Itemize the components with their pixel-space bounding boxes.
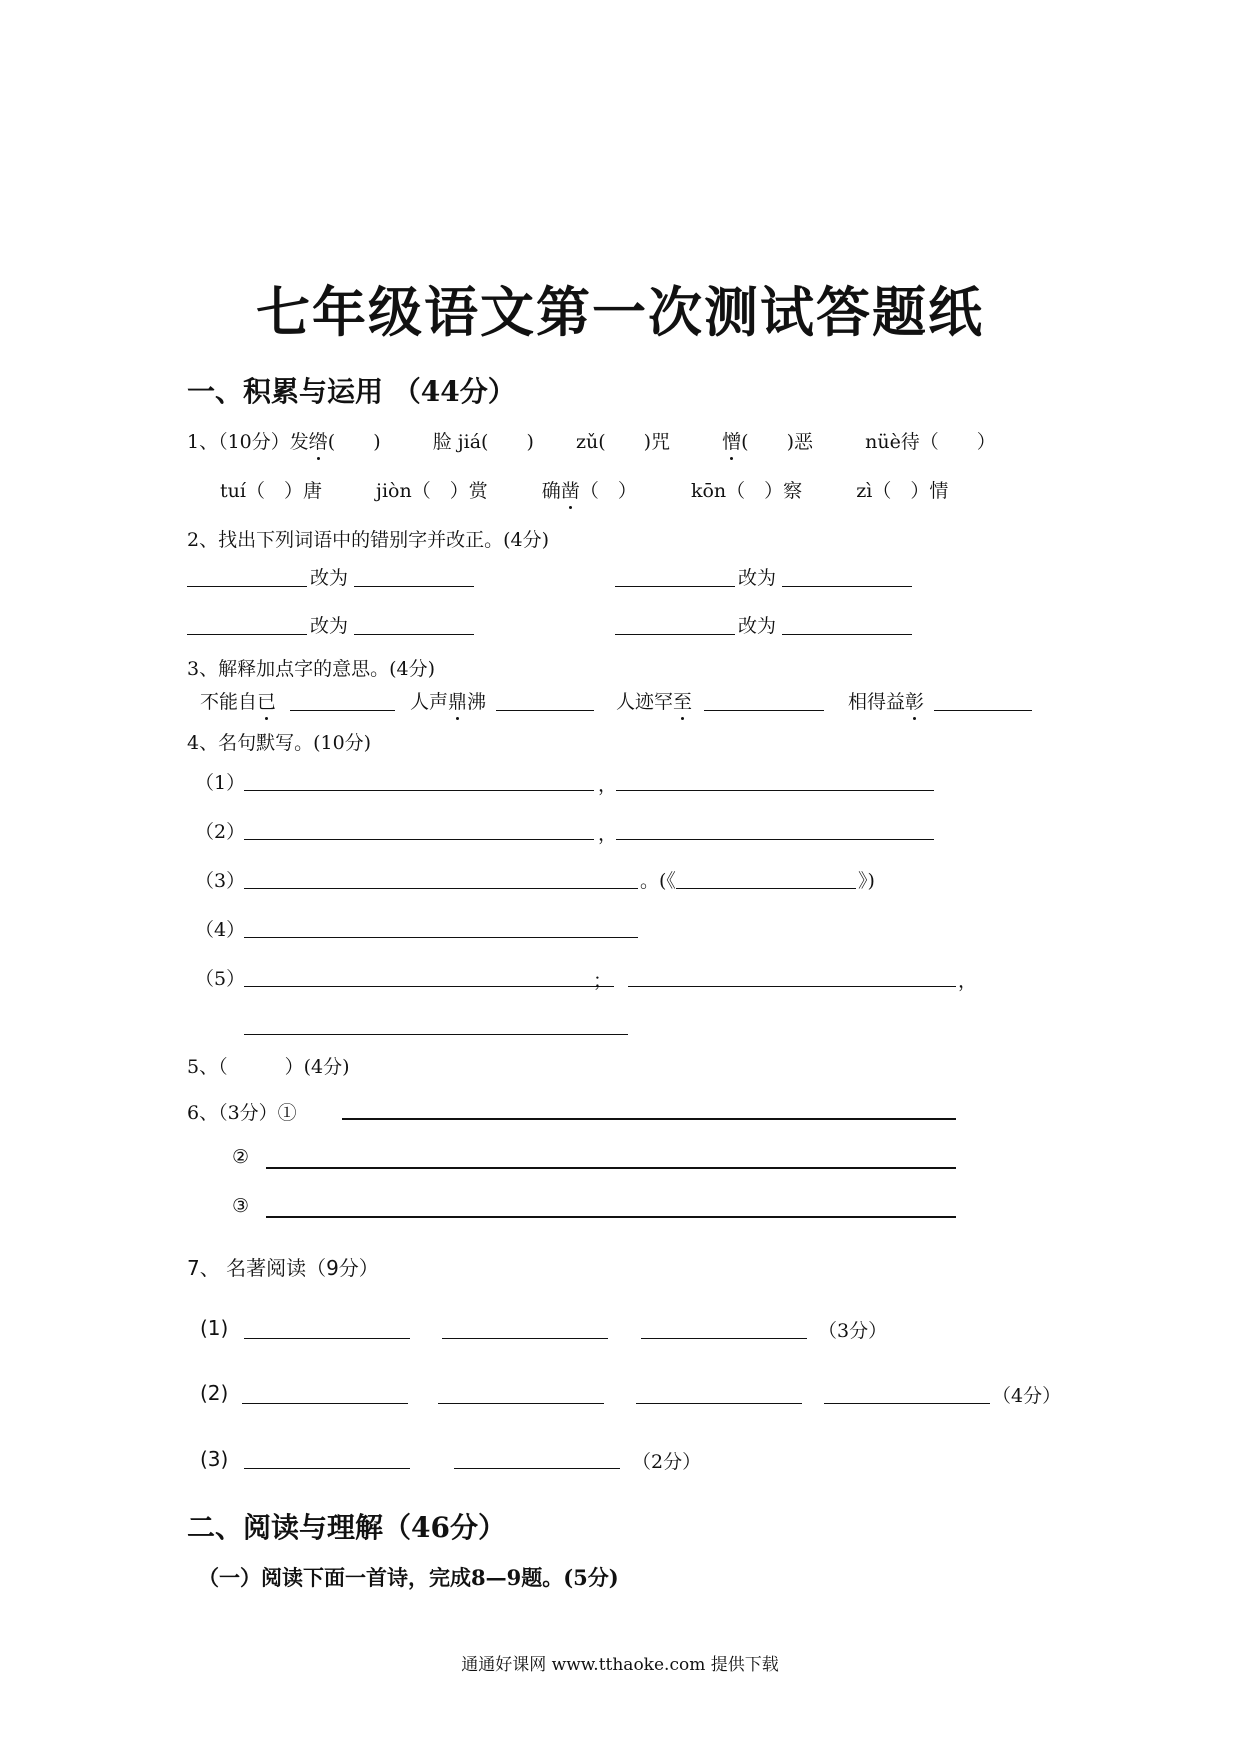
q1-prefix: 1、（10分） <box>187 431 290 453</box>
section-1-heading: 一、积累与运用 （44分） <box>187 375 516 408</box>
q4-1-blank-b[interactable] <box>616 790 934 791</box>
q6-label: 6、（3分）① <box>187 1102 297 1124</box>
q4-1-comma: ， <box>598 774 618 796</box>
q3-blank-2[interactable] <box>496 710 594 711</box>
q6-blank-3[interactable] <box>266 1216 956 1218</box>
q6-num-2: ② <box>232 1146 250 1168</box>
q7-2-blank-c[interactable] <box>636 1403 802 1404</box>
q6-blank-2[interactable] <box>266 1167 956 1169</box>
q1-item-3: zǔ( )咒 <box>575 431 671 453</box>
q2-blank-wrong-2[interactable] <box>615 586 735 587</box>
q1-item-4: 憎( )恶 <box>722 431 813 453</box>
q3-blank-1[interactable] <box>290 710 395 711</box>
q4-2-blank-b[interactable] <box>616 839 934 840</box>
q7-score-2: （4分） <box>992 1385 1062 1407</box>
q4-3-blank-a[interactable] <box>244 888 638 889</box>
q7-label: 7、 名著阅读（9分） <box>187 1256 379 1280</box>
q7-num-3: (3) <box>200 1447 229 1471</box>
q7-score-3: （2分） <box>632 1451 702 1473</box>
q1-row2 <box>220 476 948 503</box>
q7-2-blank-d[interactable] <box>824 1403 990 1404</box>
q1-item-9: kōn（ ）察 <box>690 480 803 502</box>
q4-1-blank-a[interactable] <box>244 790 594 791</box>
q3-blank-3[interactable] <box>704 710 824 711</box>
q1-item-2: 脸 jiá( ) <box>432 431 534 453</box>
q4-num-1: （1） <box>195 772 246 794</box>
q7-3-blank-a[interactable] <box>244 1468 410 1469</box>
q7-2-blank-a[interactable] <box>242 1403 408 1404</box>
q1-item-1: 发绺( ) <box>290 431 381 453</box>
q4-2-comma: ， <box>598 823 618 845</box>
q4-3-book-close: 》) <box>858 870 875 892</box>
page-title: 七年级语文第一次测试答题纸 <box>256 280 984 344</box>
q2-blank-correct-4[interactable] <box>782 634 912 635</box>
q4-5-blank-a[interactable] <box>244 986 614 987</box>
q2-blank-wrong-1[interactable] <box>187 586 307 587</box>
q3-word-1: 不能自已 <box>200 687 276 714</box>
q7-1-blank-a[interactable] <box>244 1338 410 1339</box>
q2-blank-wrong-4[interactable] <box>615 634 735 635</box>
q4-num-4: （4） <box>195 919 246 941</box>
q7-1-blank-b[interactable] <box>442 1338 608 1339</box>
q2-label: 2、找出下列词语中的错别字并改正。(4分) <box>187 529 550 551</box>
q1-item-7: jiòn（ ）赏 <box>376 480 488 502</box>
q1-row1 <box>187 427 996 454</box>
q3-word-2: 人声鼎沸 <box>410 687 486 714</box>
q7-num-1: (1) <box>200 1316 229 1340</box>
q2-blank-correct-3[interactable] <box>354 634 474 635</box>
q4-label: 4、名句默写。(10分) <box>187 732 372 754</box>
section-2-heading: 二、阅读与理解（46分） <box>187 1511 506 1544</box>
q4-4-blank[interactable] <box>244 937 638 938</box>
q4-3-book-open: 。(《 <box>640 870 676 892</box>
q3-word-3: 人迹罕至 <box>616 687 692 714</box>
q4-5-semicolon: ； <box>593 970 613 992</box>
q2-blank-wrong-3[interactable] <box>187 634 307 635</box>
q5-label: 5、（ ）(4分) <box>187 1056 350 1078</box>
q4-5-blank-c[interactable] <box>244 1034 628 1035</box>
q3-blank-4[interactable] <box>934 710 1032 711</box>
q1-item-6: tuí（ ）唐 <box>220 480 322 502</box>
q6-blank-1[interactable] <box>342 1118 956 1120</box>
q2-blank-correct-1[interactable] <box>354 586 474 587</box>
q6-num-3: ③ <box>232 1195 250 1217</box>
q2-change-to-2: 改为 <box>738 567 777 589</box>
q1-item-5: nüè待（ ） <box>865 431 996 453</box>
q1-item-8: 确凿（ ） <box>542 480 637 502</box>
q7-2-blank-b[interactable] <box>438 1403 604 1404</box>
q7-1-blank-c[interactable] <box>641 1338 807 1339</box>
q4-2-blank-a[interactable] <box>244 839 594 840</box>
footer-source: 通通好课网 www.tthaoke.com 提供下载 <box>461 1655 779 1675</box>
q7-score-1: （3分） <box>818 1320 888 1342</box>
q3-word-4: 相得益彰 <box>848 687 924 714</box>
q1-item-10: zì（ ）情 <box>856 480 949 502</box>
q3-label: 3、解释加点字的意思。(4分) <box>187 658 436 680</box>
q7-3-blank-b[interactable] <box>454 1468 620 1469</box>
q4-3-book-blank[interactable] <box>676 888 856 889</box>
q7-num-2: (2) <box>200 1381 229 1405</box>
q4-num-5: （5） <box>195 968 246 990</box>
q4-num-3: （3） <box>195 870 246 892</box>
q2-change-to-3: 改为 <box>310 615 349 637</box>
section-2-subheading: （一）阅读下面一首诗，完成8—9题。(5分) <box>198 1565 619 1590</box>
q4-5-blank-b[interactable] <box>628 986 956 987</box>
q4-5-comma: ， <box>958 970 978 992</box>
q2-blank-correct-2[interactable] <box>782 586 912 587</box>
q2-change-to-1: 改为 <box>310 567 349 589</box>
q2-change-to-4: 改为 <box>738 615 777 637</box>
q4-num-2: （2） <box>195 821 246 843</box>
